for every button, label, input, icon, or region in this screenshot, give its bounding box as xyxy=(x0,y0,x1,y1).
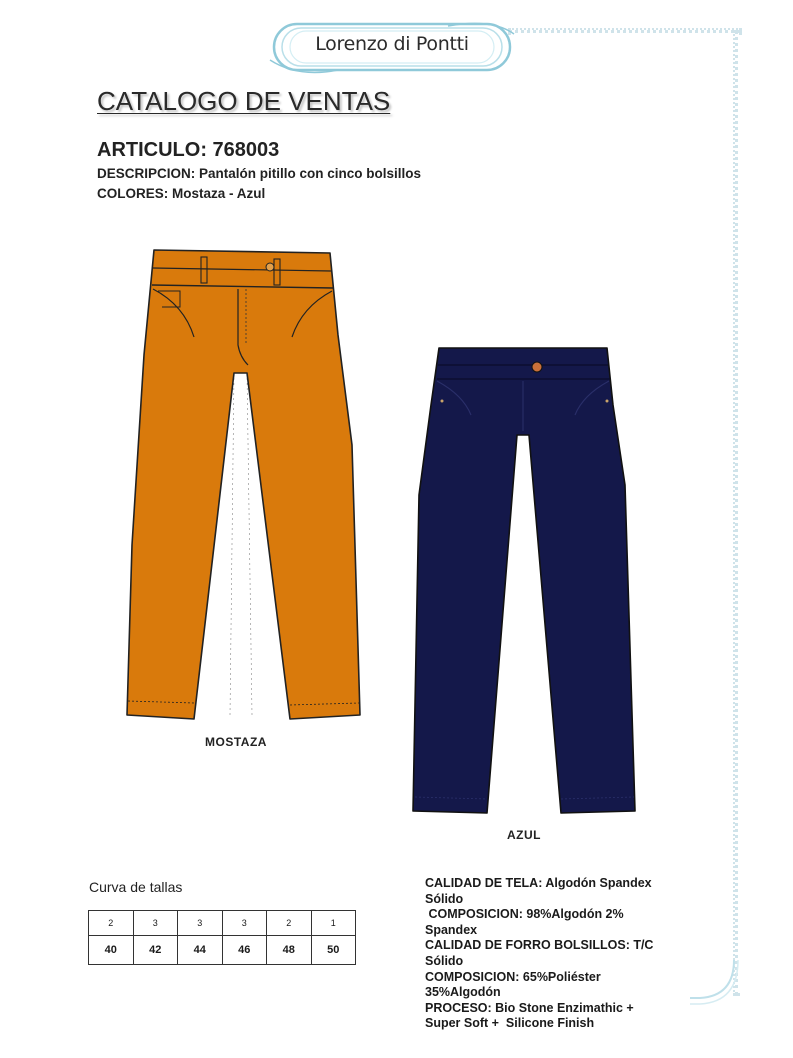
size-curve-table xyxy=(88,910,356,965)
page-title: CATALOGO DE VENTAS xyxy=(97,86,391,116)
quantity-cell: 3 xyxy=(178,911,223,936)
spec-line: 35%Algodón xyxy=(425,985,501,1000)
page-frame-top xyxy=(508,28,742,33)
page-frame-right xyxy=(733,30,738,996)
size-cell: 46 xyxy=(222,936,267,965)
quantity-cell: 1 xyxy=(311,911,356,936)
size-row xyxy=(89,936,356,965)
spec-line: COMPOSICION: 98%Algodón 2% xyxy=(425,907,624,922)
size-cell: 40 xyxy=(89,936,134,965)
quantity-row xyxy=(89,911,356,936)
size-cell: 50 xyxy=(311,936,356,965)
fabric-specs xyxy=(425,876,715,1032)
size-cell: 42 xyxy=(133,936,178,965)
size-curve-label: Curva de tallas xyxy=(89,879,183,895)
article-number: ARTICULO: 768003 xyxy=(97,139,280,161)
spec-line: COMPOSICION: 65%Poliéster xyxy=(425,969,601,984)
size-cell: 48 xyxy=(267,936,312,965)
spec-line: Sólido xyxy=(425,891,464,906)
spec-line: CALIDAD DE TELA: Algodón Spandex xyxy=(425,876,652,890)
brand-name: Lorenzo di Pontti xyxy=(315,33,469,55)
quantity-cell: 2 xyxy=(267,911,312,936)
quantity-cell: 3 xyxy=(222,911,267,936)
quantity-cell: 2 xyxy=(89,911,134,936)
spec-line: Super Soft + Silicone Finish xyxy=(425,1016,595,1031)
caption-azul: AZUL xyxy=(507,828,541,842)
description: DESCRIPCION: Pantalón pitillo con cinco bolsillos xyxy=(97,166,422,181)
spec-line: PROCESO: Bio Stone Enzimathic + xyxy=(425,1000,634,1015)
quantity-cell: 3 xyxy=(133,911,178,936)
brand-logo xyxy=(268,20,516,76)
colors: COLORES: Mostaza - Azul xyxy=(97,186,266,201)
pants-azul-illustration xyxy=(407,345,639,817)
size-cell: 44 xyxy=(178,936,223,965)
spec-line: Sólido xyxy=(425,953,464,968)
spec-line: CALIDAD DE FORRO BOLSILLOS: T/C xyxy=(425,938,654,953)
pants-mostaza-illustration xyxy=(122,245,367,725)
caption-mostaza: MOSTAZA xyxy=(205,735,267,749)
spec-line: Spandex xyxy=(425,922,478,937)
